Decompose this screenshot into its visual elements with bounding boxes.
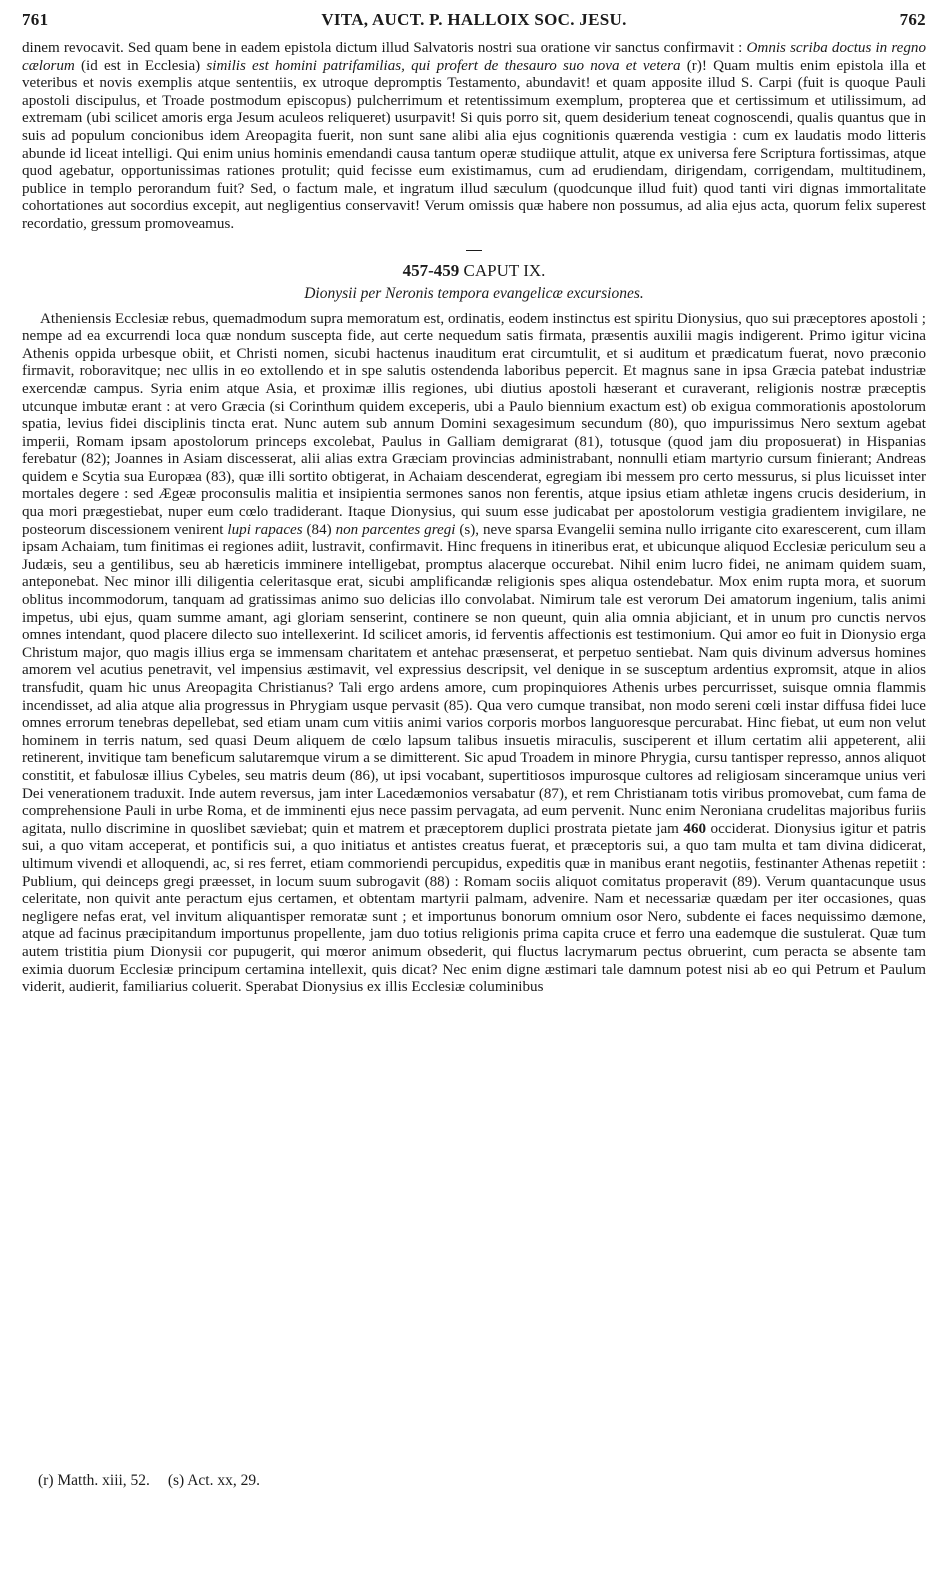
page-header [22, 10, 926, 40]
scripture-quote: Omnis scriba doctus in regno cælorum [22, 40, 926, 74]
text-run: ! Quam multis enim epistola illa et veteribus et novis exemplis atque sententiis, ex utroque depromptis Testamento, abundavit! et quam apposite illud S. Carpi (fuit is quoque Pauli apostoli discipulus, et Troade postmodum episcopus) pulcherrimum et retentissimum exemplum, propterea que et certissimum et utilissimum, ad extremam (ubi scilicet amoris erga Jesum aculeos reliqueret) usurpavit! Si quis porro sit, quem desiderium teneat cognoscendi, qualis quantus que in suis ad populum concionibus idem Areopagita fuerit, non sunt sane alibi alia ejus cognitionis quærenda vestigia : cum ex laudatis modo litteris abunde id liceat intelligi. Qui enim unius hominis emendandi causa tantum operæ studiique attulit, atque ex universa fere Scriptura fortissimas, atque quod agebatur, opportunissimas rationes protulit; quid fecisse eum existimamus, cum ad erudiendam, dirigendam, corrigendam, multitudinem, publice in templo perorandum fuit? Sed, o factum male, et ingratum illud sæculum (quodcunque illud fuit) quod tanti viri dignas immortalitate cohortationes aut socordius excepit, aut negligentius conservavit! Verum omissis quæ habere non possumus, ad alia ejus acta, quorum felix superest recordatio, gressum promoveamus. [22, 57, 926, 232]
chapter-title: CAPUT IX. [463, 260, 546, 280]
text-run: Atheniensis Ecclesiæ rebus, quemadmodum supra memoratum est, ordinatis, eodem instinctus est spiritu Dionysius, quo sui præceptores apostoli ; nempe ad ea excurrendi loca quæ nondum suscepta fide, aut certe nequedum satis firmata, præsentis auxilii magis indigerent. Primo igitur vicina Athenis oppida urbesque obiit, et Christi nomen, sicubi hactenus inauditum erat circumtulit, et si auditum et prædicatum fuerat, novo præconio firmavit, roboravitque; nec ullis in eo extollendo et in spe salutis ostendenda laboribus pepercit. Et magnus sane in ipsa Græcia patebat industriæ exercendæ campus. Syria enim atque Asia, et proximæ illis regiones, ubi diutius apostoli hæserant et curaverant, religionis nostræ præceptis utcunque imbutæ erant : at vero Græcia (si Corinthum quidem exceperis, ubi a Paulo biennium exactum est) ob exigua commorationis apostolorum spatia, levius fidei disciplinis tincta erat. Nunc autem sub annum Domini sexagesimum secundum (80), quo impurissimus Nero sextum agebat imperii, Romam ipsam apostolorum princeps excolebat, Paulus in Galliam demigrarat (81), totusque (quod jam diu proposuerat) in Hispanias ferebatur (82); Joannes in Asiam discesserat, alii alias extra Græciam provincias administrabant, nonnulli etiam martyrio cursum finierant; Andreas quidem e Scytia sua Europæa (83), quæ illi sortito obtigerat, in Achaiam descenderat, egregiam ibi messem pro certo messurus, si plus licuisset inter mortales degere : sed Ægeæ proconsulis malitia et insipientia sermones sanos non ferentis, atque ipsius etiam athletæ ingens crucis desiderium, in qua mori prægestiebat, nuper eum cœlo tradiderant. Itaque Dionysius, qui suum esse judicabat per apostolorum vestigia gradientem invigilare, ne posteorum discessionem venirent [22, 310, 926, 538]
scripture-quote: non parcentes gregi [335, 521, 456, 538]
chapter-body [22, 311, 926, 997]
text-run: (id est in Ecclesia) [74, 57, 207, 74]
continuation-paragraph [22, 40, 926, 234]
page-number-right: 762 [899, 10, 926, 29]
footnote-r: (r) Matth. xiii, 52. [38, 1472, 150, 1489]
text-run: (84) [302, 521, 336, 538]
page-number-left: 761 [22, 10, 49, 29]
running-title: VITA, AUCT. P. HALLOIX SOC. JESU. [321, 10, 627, 29]
margin-number: 460 [683, 820, 707, 837]
section-separator [466, 250, 482, 251]
chapter-subtitle: Dionysii per Neronis tempora evangelicæ excursiones. [304, 284, 644, 302]
chapter-heading [22, 261, 926, 283]
text-run: occiderat. Dionysius igitur et patris sui, a quo vitam acceperat, et pontificis sui, a quo initiatus et antistes creatus fuerat, et præceptoris sui, a quo tam multa et tam divina didicerat, ultimum vivendi et alloquendi, ac, si res ferret, etiam commoriendi percupidus, expeditis quæ in manibus erant negotiis, festinanter Athenas repetiit : Publium, qui deinceps gregi præesset, in locum suum subrogavit (88) : Romam sociis aliquot comitatus properavit (89). Verum quantacunque usus celeritate, non quivit ante peractum ejus certamen, et obtentam martyrii palmam, advenire. Nam et necessariæ quædam per iter occasiones, quas negligere nefas erat, vel invitum aliquantisper remoratæ sunt ; et importunus bonorum omnium osor Nero, subdente ei faces nequissimo dæmone, atque ad facinus præcipitandum importunus propellente, jam duo totius religionis prima capita cruce et ferro una eademque die sustulerat. Quæ tum autem tristitia pium Dionysii cor pupugerit, qui mœror animum obsederit, qui fluctus lacrymarum pectus obruerint, cum peracta se absente tam eximia duorum Ecclesiæ principum certamina intellexit, quis dicat? Nec enim digne æstimari tale damnum potest nisi ab eo qui Petrum et Paulum viderit, audierit, familiarius coluerit. Sperabat Dionysius ex illis Ecclesiæ columinibus [22, 820, 926, 996]
margin-numbers: 457-459 [402, 260, 460, 280]
footnote-s: (s) Act. xx, 29. [167, 1472, 260, 1489]
document-page [22, 10, 926, 997]
text-run: dinem revocavit. Sed quam bene in eadem epistola dictum illud Salvatoris nostri sua oratione vir sanctus confirmavit : [22, 40, 747, 56]
text-run: (s), neve sparsa Evangelii semina nullo irrigante cito exarescerent, cum illam ipsam Achaiam, tum finitimas ei regiones adiit, lustravit, confirmavit. Hinc frequens in itineribus erat, et ubicunque aliquod Ecclesiæ periculum seu a Judæis, seu a gentilibus, seu ab hæreticis imminere intelligebat, promptus alacerque occurebat. Nihil enim lucro fidei, ne animam quidem suam, anteponebat. Nec minor illi diligentia celeritasque erat, sicubi amplificandæ religionis spes aliqua ostendebatur. Mox enim rupta mora, et suorum oblitus incommodorum, tanquam ad gratissimas animo suo delicias illo convolabat. Nimirum tale est verorum Dei amatorum ingenium, talis animi impetus, ubi ejus, quam summe amant, agi gloriam senserint, continere se non queunt, quin alia omnia abjiciant, et in unum pro cunctis nervos omnes intendant, quod placere dilecto suo intellexerint. Id scilicet amoris, id ferventis affectionis est testimonium. Qui amor eo fuit in Dionysio erga Christum major, quo magis illius erga se immensam charitatem et antehac præsenserat, et perpetuo sentiebat. Nam quis divinum adversus homines amorem vel acutius penetravit, vel impensius æstimavit, vel expressius descripsit, vel denique in se susceptum ardentius expromsit, atque in alios transfudit, quam hic unus Areopagita Christianus? Tali ergo ardens amore, cum propinquiores Athenis urbes percurrisset, suisque omnia flammis incendisset, ad alia atque alia progressus in Phrygiam usque pervasit (85). Qua vero cumque transibat, non modo sereni cœli instar diffusa fidei luce omnes errorum tenebras depellebat, sed etiam unam cum vitiis animi varios corporis morbos languoresque percurabat. Hinc fiebat, ut eum non velut hominem in terris natum, sed quasi Deum aliquem de cœlo lapsum talibus insuetis miraculis, susciperent et illum certatim alii appeterent, alii retinerent, invitique tam beneficum salutaremque virum a se dimitterent. Sic apud Troadem in minore Phrygia, cursu tantisper represso, annos aliquot constitit, et fabulosæ illius Cybeles, seu matris deum (86), ut ipsi vocabant, supertitiosos impurosque cultores ad religiosam sinceramque unius veri Dei venerationem traduxit. Inde autem reversus, jam inter Lacedæmonios versabatur (87), et rem Christianam totis viribus promovebat, cum fama de comprehensione Pauli in urbe Roma, et de imminenti ejus nece passim pervagata, ad eum pervenit. Nunc enim Neroniana crudelitas majoribus furiis agitata, nullo discrimine in quoslibet sæviebat; quin et matrem et præceptorem duplici prostrata pietate jam [22, 521, 926, 837]
scripture-quote: lupi rapaces [227, 521, 303, 538]
scripture-quote: similis est homini patrifamilias, qui profert de thesauro suo nova et vetera [206, 57, 681, 74]
footnote-ref: (r) [680, 57, 702, 74]
footnotes [38, 1472, 274, 1490]
